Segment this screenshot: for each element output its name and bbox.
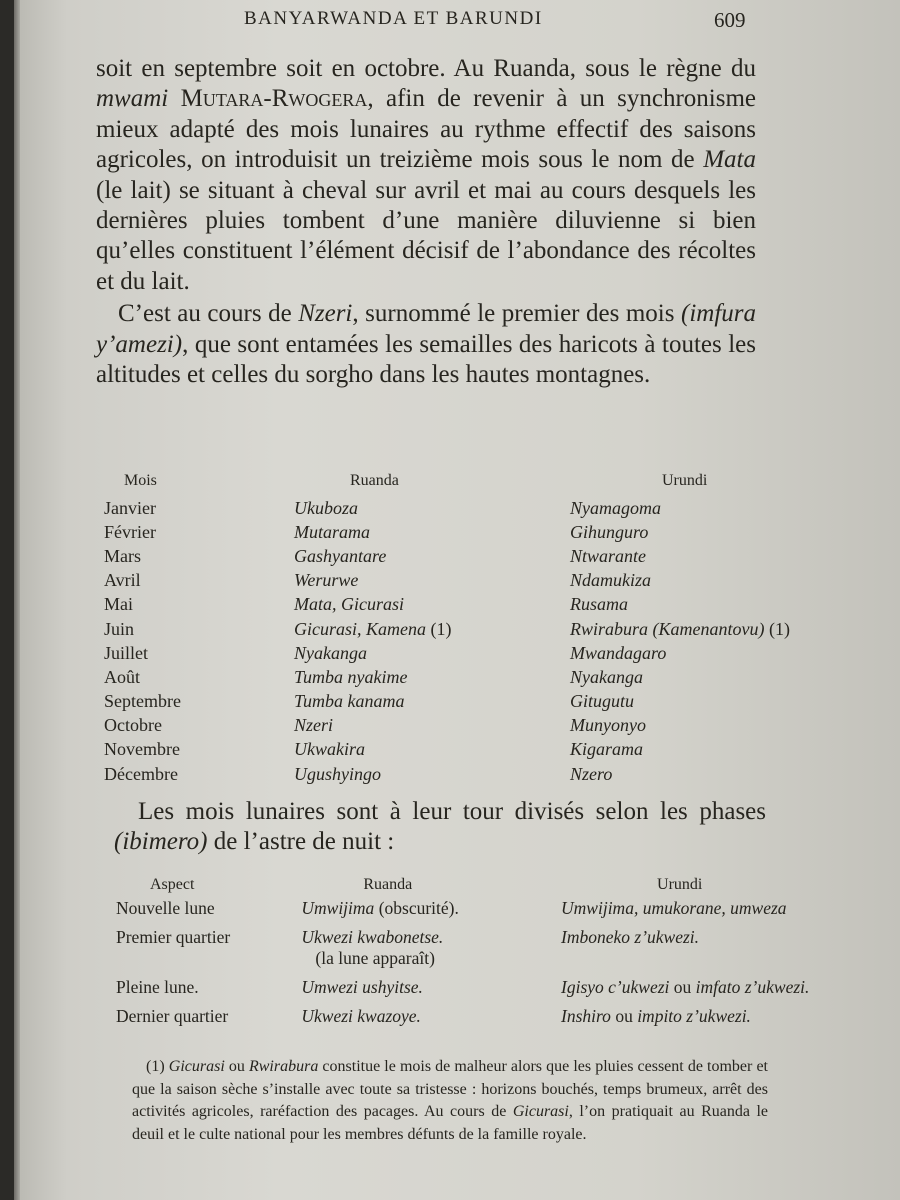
month-urundi xyxy=(570,544,790,568)
month-urundi xyxy=(570,520,790,544)
table-row xyxy=(102,496,790,520)
month-french: Septembre xyxy=(104,691,181,712)
month-french: Juin xyxy=(104,618,135,639)
footnote-text xyxy=(132,1056,768,1146)
phase-ruanda-gloss: (la lune apparaît) xyxy=(315,948,435,968)
text-run: , afin de revenir à un synchronisme mieux adapté des mois lunaires au rythme effectif des saisons agricoles, on introduisit un treizième mois sous le nom de xyxy=(96,85,756,174)
header-aspect: Aspect xyxy=(150,876,195,893)
month-urundi xyxy=(570,762,790,786)
italic-term: Gicurasi xyxy=(512,1103,569,1120)
month-french: Avril xyxy=(104,570,141,591)
month-urundi-name: Rwirabura (Kamenantovu) xyxy=(570,618,765,639)
paragraph-1 xyxy=(96,54,756,297)
text-run: de l’astre de nuit : xyxy=(207,828,395,855)
phases-intro xyxy=(114,797,766,857)
text-run: , l’on pratiquait au Ruanda le deuil et le culte national pour les membres défunts de la famille royale. xyxy=(132,1103,769,1143)
month-ruanda xyxy=(294,714,570,738)
phase-aspect: Pleine lune. xyxy=(116,977,199,997)
footnote-mark: (1) xyxy=(146,1058,165,1075)
month-ruanda-name: Gicurasi, Kamena xyxy=(294,618,426,639)
table-row xyxy=(102,690,790,714)
phase-urundi xyxy=(561,898,900,927)
months-body xyxy=(102,496,790,786)
italic-term: (imfura y’amezi) xyxy=(96,300,756,358)
phase-ruanda xyxy=(301,1006,561,1035)
body-text xyxy=(96,54,756,390)
table-row xyxy=(102,714,790,738)
table-row xyxy=(102,738,790,762)
phase-urundi-alt: impito z’ukwezi. xyxy=(637,1006,751,1026)
phase-urundi-name: Igisyo c’ukwezi xyxy=(561,977,670,997)
month-ruanda xyxy=(294,690,570,714)
phase-aspect: Dernier quartier xyxy=(116,1006,229,1026)
month-ruanda-name: Tumba kanama xyxy=(294,691,405,712)
month-ruanda-name: Nyakanga xyxy=(294,642,367,663)
header-urundi: Urundi xyxy=(662,472,708,489)
month-ruanda-name: Ugushyingo xyxy=(294,763,381,784)
month-urundi-name: Nyakanga xyxy=(570,666,643,687)
table-row xyxy=(102,569,790,593)
phase-urundi-name: Umwijima, umukorane, umweza xyxy=(561,898,787,918)
month-french: Février xyxy=(104,521,156,542)
month-ruanda xyxy=(294,762,570,786)
header-mois: Mois xyxy=(124,472,157,489)
text-run: , surnommé le premier des mois xyxy=(352,300,681,328)
month-ruanda-name: Gashyantare xyxy=(294,545,387,566)
months-table xyxy=(102,466,790,786)
text-run: C’est au cours de xyxy=(118,300,299,328)
table-row xyxy=(116,977,900,1006)
month-urundi xyxy=(570,714,790,738)
italic-term: Nzeri xyxy=(298,300,353,328)
month-urundi xyxy=(570,593,790,617)
phase-urundi-name: Imboneko z’ukwezi. xyxy=(561,927,700,947)
month-ruanda-name: Mata, Gicurasi xyxy=(294,594,404,615)
month-urundi-name: Rusama xyxy=(570,594,628,615)
month-ruanda-name: Werurwe xyxy=(294,570,359,591)
month-ruanda-name: Tumba nyakime xyxy=(294,666,408,687)
italic-term: Rwirabura xyxy=(248,1058,319,1075)
table-row xyxy=(116,898,900,927)
month-urundi-name: Munyonyo xyxy=(570,715,646,736)
table-row xyxy=(102,762,790,786)
month-ruanda xyxy=(294,641,570,665)
table-header-row xyxy=(116,872,900,898)
month-ruanda-name: Ukwakira xyxy=(294,739,365,760)
paragraph-2 xyxy=(96,299,756,390)
month-ruanda xyxy=(294,593,570,617)
month-french: Octobre xyxy=(104,715,162,736)
footnote xyxy=(132,1056,768,1146)
phase-ruanda-name: Ukwezi kwazoye. xyxy=(301,1006,421,1026)
phases-body xyxy=(116,898,900,1035)
month-urundi-name: Kigarama xyxy=(570,739,644,760)
italic-term: mwami xyxy=(96,85,169,113)
table-header-row xyxy=(102,466,790,496)
phase-urundi xyxy=(561,977,900,1006)
page-edge xyxy=(14,0,20,1200)
month-urundi xyxy=(570,496,790,520)
header-urundi: Urundi xyxy=(657,876,703,893)
header-ruanda: Ruanda xyxy=(350,472,399,489)
footnote-ref: (1) xyxy=(430,618,452,639)
month-french: Décembre xyxy=(104,763,178,784)
month-ruanda xyxy=(294,569,570,593)
phases-table xyxy=(116,872,900,1035)
month-urundi-name: Gitugutu xyxy=(570,691,635,712)
month-ruanda xyxy=(294,738,570,762)
phase-ruanda xyxy=(301,898,561,927)
month-french: Mai xyxy=(104,594,133,615)
month-urundi-name: Nyamagoma xyxy=(570,497,661,518)
phase-ruanda-name: Umwezi ushyitse. xyxy=(301,977,423,997)
month-french: Mars xyxy=(104,545,141,566)
month-ruanda-name: Nzeri xyxy=(294,715,334,736)
phase-urundi xyxy=(561,927,900,977)
month-french: Novembre xyxy=(104,739,180,760)
page-number: 609 xyxy=(714,8,746,32)
italic-term: Gicurasi xyxy=(168,1058,225,1075)
month-french: Janvier xyxy=(104,497,156,518)
month-urundi xyxy=(570,665,790,689)
book-page xyxy=(14,0,900,1200)
month-ruanda xyxy=(294,617,570,641)
month-urundi-name: Nzero xyxy=(570,763,613,784)
month-ruanda-name: Ukuboza xyxy=(294,497,358,518)
phase-urundi-alt: imfato z’ukwezi. xyxy=(695,977,810,997)
month-urundi-name: Gihunguro xyxy=(570,521,649,542)
text-run: constitue le mois de malheur alors que les pluies cessent de tomber et que la saison sèche s’installe avec toute sa tristesse : horizons bouchés, temps brumeux, arrêt des activités agricoles, raréfaction des pacages. Au cours de xyxy=(132,1058,769,1120)
month-urundi xyxy=(570,617,790,641)
month-french: Juillet xyxy=(104,642,148,663)
small-caps-name: Mutara-Rwogera xyxy=(180,85,368,113)
phase-ruanda-name: Ukwezi kwabonetse. xyxy=(301,927,444,947)
text-run: (le lait) se situant à cheval sur avril et mai au cours desquels les dernières pluies tombent d’une manière diluvienne si bien qu’elles constituent l’élément décisif de l’abondance des récoltes et du lait. xyxy=(96,176,756,295)
header-ruanda: Ruanda xyxy=(363,876,413,893)
table-row xyxy=(102,544,790,568)
month-french: Août xyxy=(104,666,140,687)
month-urundi xyxy=(570,738,790,762)
month-urundi-name: Ntwarante xyxy=(570,545,647,566)
month-ruanda xyxy=(294,544,570,568)
table-row xyxy=(116,1006,900,1035)
phase-urundi-ou: ou xyxy=(669,977,696,997)
phase-urundi xyxy=(561,1006,900,1035)
month-urundi-name: Mwandagaro xyxy=(570,642,667,663)
italic-term: (ibimero) xyxy=(114,828,208,855)
month-urundi-name: Ndamukiza xyxy=(570,570,651,591)
phase-aspect: Nouvelle lune xyxy=(116,898,215,918)
table-row xyxy=(102,593,790,617)
footnote-ref: (1) xyxy=(768,618,790,639)
month-ruanda-name: Mutarama xyxy=(294,521,370,542)
table-row xyxy=(102,617,790,641)
phase-ruanda-gloss: (obscurité). xyxy=(374,898,459,918)
table-row xyxy=(102,641,790,665)
table-row xyxy=(116,927,900,977)
text-run: , que sont entamées les semailles des haricots à toutes les altitudes et celles du sorgho dans les hautes montagnes. xyxy=(96,330,756,389)
month-urundi xyxy=(570,641,790,665)
month-ruanda xyxy=(294,496,570,520)
phase-ruanda xyxy=(301,977,561,1006)
month-ruanda xyxy=(294,665,570,689)
text-run: soit en septembre soit en octobre. Au Ruanda, sous le règne du xyxy=(96,55,756,82)
running-head: BANYARWANDA ET BARUNDI xyxy=(244,8,543,29)
month-urundi xyxy=(570,690,790,714)
table-row xyxy=(102,520,790,544)
month-urundi xyxy=(570,569,790,593)
italic-term: Mata xyxy=(703,146,756,174)
text-run: Les mois lunaires sont à leur tour divisés selon les phases xyxy=(138,798,766,825)
phase-urundi-ou: ou xyxy=(610,1006,638,1026)
paragraph-3 xyxy=(114,797,766,857)
table-row xyxy=(102,665,790,689)
phase-urundi-name: Inshiro xyxy=(561,1006,611,1026)
phase-ruanda xyxy=(301,927,561,977)
phase-ruanda-name: Umwijima xyxy=(301,898,375,918)
month-ruanda xyxy=(294,520,570,544)
phase-aspect: Premier quartier xyxy=(116,927,231,947)
text-run: ou xyxy=(224,1058,249,1075)
